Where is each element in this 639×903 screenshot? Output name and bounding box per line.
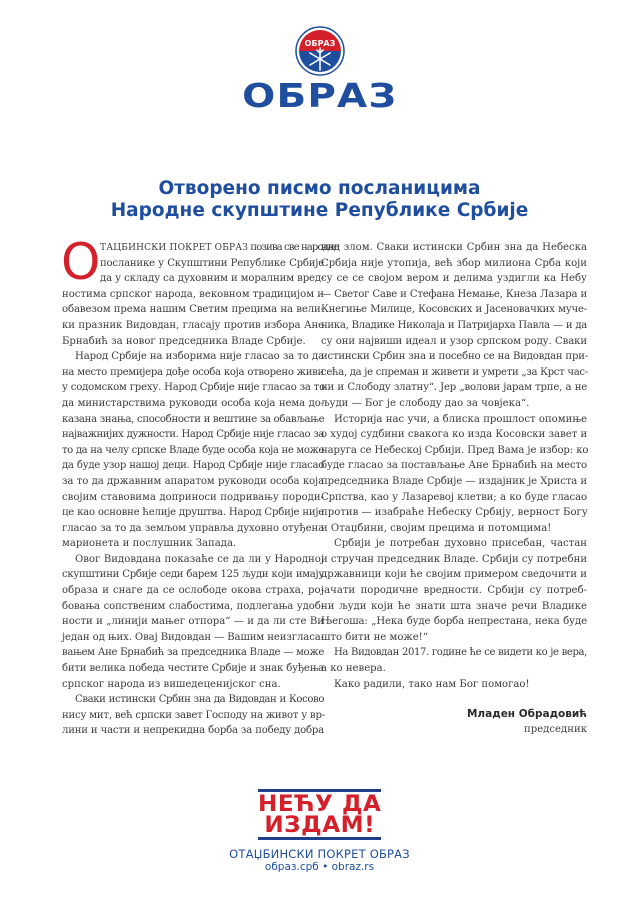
text-line: и Отаџбини, својим прецима и потомцима! (321, 522, 552, 534)
text-line: Брнабић за новог председника Владе Србије. (62, 335, 306, 347)
header-logo (0, 26, 639, 114)
text-line: за то да државним апаратом руководи особа која (62, 475, 324, 487)
text-line: скупштини Србије седи барем 125 људи који имају (62, 569, 324, 581)
text-line: да у складу са духовним и моралним вред- (100, 273, 325, 285)
text-line: српског народа из вишедеценијског сна. (62, 678, 281, 690)
text-line: ни људи који ће знати шта значе речи Владике (321, 600, 587, 612)
text-line: марионета и послушник Запада. (62, 538, 237, 550)
text-line: Српства, као у Лазаревој клетви; а ко буде гласао (321, 491, 587, 503)
text-line: што бити не може!“ (321, 631, 428, 643)
text-line: образа и снаге да се ослободе окова страха, ро- (62, 585, 324, 597)
wordmark: ОБРАЗ (241, 76, 398, 115)
footer (0, 789, 639, 874)
text-line-rest: позива све народне (248, 242, 339, 253)
text-line: Како радили, тако нам Бог помогао! (334, 678, 530, 690)
text-line: а ко невера. (321, 663, 386, 675)
text-line: — Светог Саве и Стефана Немање, Кнеза Лазара и (321, 288, 587, 300)
text-line: људи — Бог је слободу дао за човјека“. (321, 397, 530, 409)
emblem-label: ОБРАЗ (304, 39, 335, 48)
slogan-line-2: ИЗДАМ! (264, 813, 375, 838)
text-line: Србији је потребан духовно присебан, частан (334, 538, 587, 550)
text-line: ки празник Видовдан, гласају против избора Ане (62, 319, 324, 331)
text-line: На Видовдан 2017. године ће се видети ко је вера, (334, 647, 587, 659)
text-line: Кнегиње Милице, Косовских и Јасеновачких муче- (321, 304, 587, 316)
text-line: Његоша: „Нека буде борба непрестана, нека буде (321, 616, 587, 628)
text-line: на место премијера дође особа која отворено живи (62, 366, 324, 378)
slogan-line-1: НЕЋУ ДА (257, 792, 382, 817)
text-line: о худој судбини свакога ко изда Косовски завет и (321, 429, 588, 441)
text-line: најважнијих дужности. Народ Србије није гласао за (62, 429, 324, 441)
text-line: наруга се Небеској Србији. Пред Вама је избор: ко (321, 444, 589, 456)
text-line: посланике у Скупштини Републике Србије (100, 257, 324, 269)
text-line: це као основне ћелије друштва. Народ Србије није (62, 507, 325, 519)
text-line: да министарствима руководи особа која нема до- (62, 397, 324, 409)
text-line: буде гласао за постављање Ане Брнабић на место (321, 460, 587, 472)
title-line-2: Народне скупштине Републике Србије (110, 200, 529, 221)
text-line: обавезом према нашим Светим прецима на вели- (62, 304, 324, 316)
text-line: један од њих. Овај Видовдан — Вашим неизгласа- (62, 631, 324, 643)
title-line-1: Отворено писмо посланицима (158, 178, 481, 199)
letter-left-column (61, 233, 339, 739)
text-line: Историја нас учи, а блиска прошлост опомиње (334, 413, 587, 425)
signature-name: Младен Обрадовић (466, 708, 587, 721)
text-line: Овог Видовдана показаће се да ли у Народној (75, 553, 324, 565)
text-line: су се се својом вером и делима уздигли ка Небу (321, 273, 587, 285)
text-line: Србија није утопија, већ збор милиона Срба који (321, 257, 587, 269)
text-line: својим ставовима доприноси подривању породи- (62, 491, 324, 503)
text-line: ни и Слободу златну“. Јер „волови јарам трпе, а не (321, 382, 587, 394)
text-line: ности и „линији мањег отпора“ — и да ли сте Ви (62, 616, 324, 628)
signature (321, 706, 587, 738)
text-line: ностима српског народа, вековном традицијом и (62, 288, 324, 300)
text-line: државници који ће својим примером сведочити и (321, 569, 587, 581)
text-line: Сваки истински Србин зна да Видовдан и Косово (75, 694, 324, 706)
text-line: лини и части и непрекидна борба за победу добра (62, 725, 324, 737)
text-line: сећа, да је спреман и живети и умрети „за Крст час- (321, 366, 588, 378)
text-line: казана знања, способности и вештине за обављање (62, 413, 325, 425)
text-line: у содомском греху. Народ Србије није гласао за то (62, 382, 326, 394)
text-line: истински Србин зна и посебно се на Видовдан при- (321, 351, 588, 363)
drop-cap: О (61, 233, 101, 291)
text-line: Народ Србије на изборима није гласао за то да (75, 351, 324, 363)
right-column-lines (321, 240, 587, 692)
text-line: нису мит, већ српски завет Господу на живот у вр- (62, 709, 325, 721)
obraz-emblem-icon (295, 26, 345, 76)
text-line: гласао за то да земљом управља духовно отуђена (62, 522, 324, 534)
text-line: да буде узор нашој деци. Народ Србије није гласао (62, 460, 324, 472)
text-line: ника, Владике Николаја и Патријарха Павла — и да (321, 319, 587, 331)
opening-smallcaps: ТАЦБИНСКИ ПОКРЕТ ОБРАЗ (100, 243, 249, 253)
text-line: председника Владе Србије — издајник је Христа и (321, 475, 587, 487)
text-line: над злом. Сваки истински Србин зна да Небеска (321, 242, 587, 253)
text-line: су они највиши идеал и узор српском роду. Сваки (321, 335, 587, 347)
slogan-banner (258, 789, 382, 840)
text-line: вањем Ане Брнабић за председника Владе — може (62, 647, 324, 659)
text-line (62, 240, 339, 256)
text-line: и стручан председник Владе. Србији су потребни (321, 553, 588, 565)
organization-websites: образ.срб • obraz.rs (264, 861, 375, 873)
text-line: јачати породичне вредности. Србији су потреб- (321, 585, 587, 597)
page-title (0, 178, 639, 222)
signature-role: председник (524, 724, 587, 736)
text-line: то да на челу српске Владе буде особа која не може (62, 444, 324, 456)
text-line: бовања сопственим слабостима, подлегања удоб- (62, 600, 324, 612)
organization-name: ОТАЏБИНСКИ ПОКРЕТ ОБРАЗ (229, 847, 410, 861)
letter-right-column (321, 240, 587, 738)
text-line: против — изабраће Небеску Србију, верност Богу (321, 507, 588, 519)
text-line: бити велика победа честите Србије и знак буђења (62, 663, 324, 675)
